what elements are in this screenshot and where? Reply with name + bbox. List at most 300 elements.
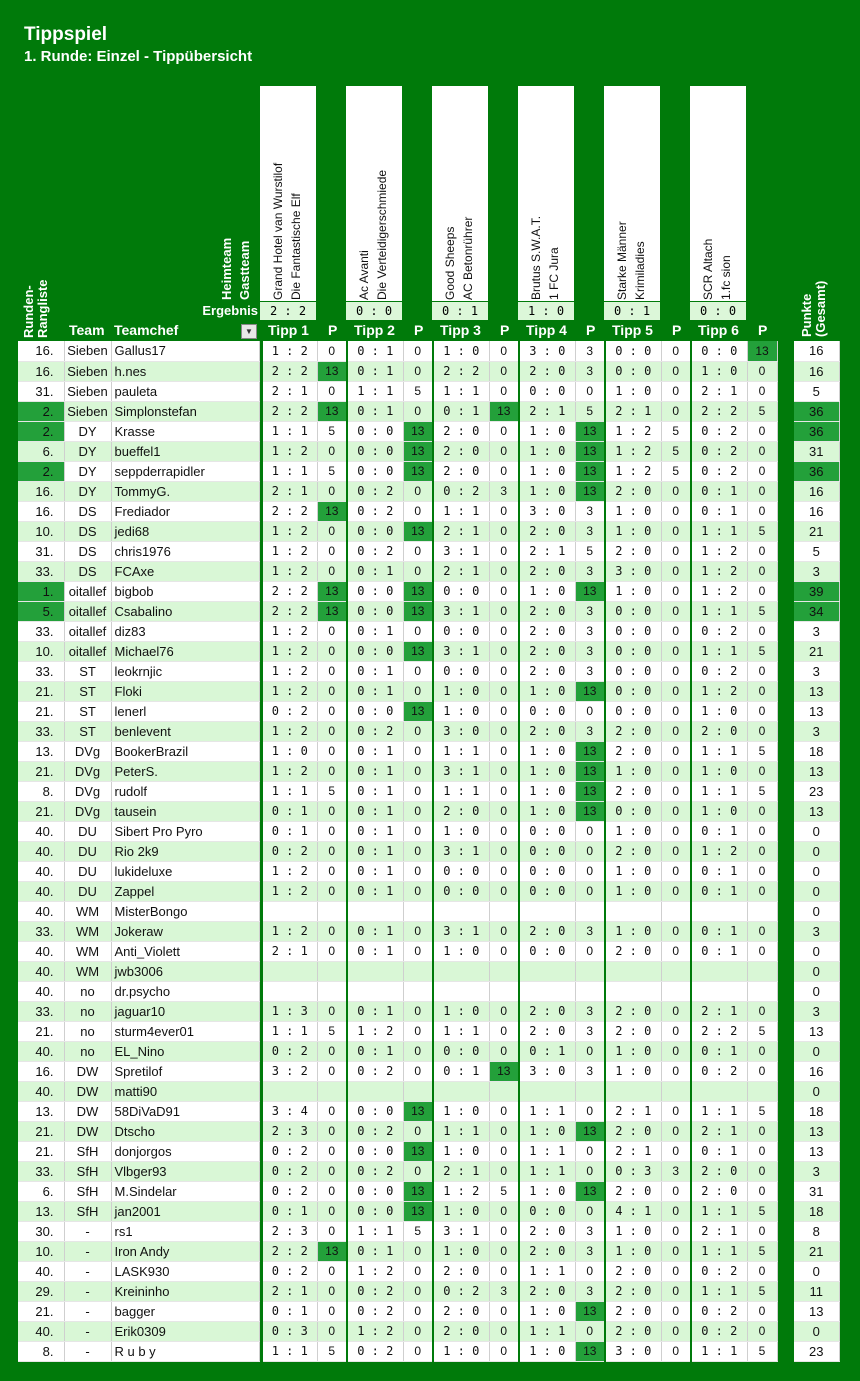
points-cell: 0 <box>317 541 347 561</box>
tipp-cell: 1 : 0 <box>605 381 661 401</box>
points-cell: 13 <box>489 401 519 421</box>
points-cell: 0 <box>661 1001 691 1021</box>
filter-dropdown-icon[interactable]: ▼ <box>241 324 257 339</box>
spacer-cell <box>777 1141 794 1161</box>
points-cell: 0 <box>403 821 433 841</box>
table-row <box>18 1081 839 1101</box>
teamchef-cell: Dtscho <box>111 1121 259 1141</box>
teamchef-cell: Frediador <box>111 501 259 521</box>
points-cell: 0 <box>317 441 347 461</box>
points-cell: 0 <box>403 741 433 761</box>
tipp-2-column-header: Tipp 2 <box>354 322 395 338</box>
points-cell: 13 <box>403 521 433 541</box>
tipp-cell <box>691 961 747 981</box>
total-points-cell: 21 <box>794 641 839 661</box>
points-cell: 0 <box>403 1061 433 1081</box>
tipp-cell: 2 : 0 <box>691 1181 747 1201</box>
team-cell: Sieben <box>64 401 111 421</box>
points-cell: 0 <box>489 701 519 721</box>
points-cell: 0 <box>489 1221 519 1241</box>
teamchef-cell: Csabalino <box>111 601 259 621</box>
points-cell <box>661 901 691 921</box>
points-cell: 0 <box>317 1281 347 1301</box>
team-cell: SfH <box>64 1161 111 1181</box>
tipp-cell: 1 : 0 <box>519 781 575 801</box>
points-cell: 0 <box>489 1301 519 1321</box>
points-cell: 5 <box>747 401 777 421</box>
points-cell: 0 <box>403 1241 433 1261</box>
points-cell: 5 <box>403 1221 433 1241</box>
teamchef-cell: Simplonstefan <box>111 401 259 421</box>
tipp-cell: 0 : 1 <box>263 1301 317 1321</box>
tipp-cell: 2 : 0 <box>519 521 575 541</box>
points-cell: 0 <box>661 821 691 841</box>
team-cell: Sieben <box>64 341 111 361</box>
table-row <box>18 961 839 981</box>
tipp-cell <box>347 981 403 1001</box>
tipp-cell: 2 : 1 <box>605 401 661 421</box>
points-cell: 5 <box>661 441 691 461</box>
spacer-cell <box>777 921 794 941</box>
total-points-cell: 16 <box>794 361 839 381</box>
points-cell: 0 <box>661 661 691 681</box>
heimteam-label: Heimteam <box>219 237 234 300</box>
tipp-cell: 0 : 0 <box>605 341 661 361</box>
tipp-cell: 3 : 0 <box>519 501 575 521</box>
rank-cell: 13. <box>18 1201 64 1221</box>
tipp-cell: 0 : 1 <box>347 881 403 901</box>
teamchef-cell: Spretilof <box>111 1061 259 1081</box>
spacer-cell <box>777 821 794 841</box>
tipp-cell: 2 : 0 <box>691 721 747 741</box>
tipp-cell: 1 : 1 <box>691 1341 747 1361</box>
team-cell: ST <box>64 661 111 681</box>
spacer-cell <box>777 761 794 781</box>
tipp-cell: 2 : 2 <box>263 1241 317 1261</box>
tipp-cell: 0 : 0 <box>519 941 575 961</box>
spacer-cell <box>777 1101 794 1121</box>
points-4-column-header: P <box>586 322 596 338</box>
tipp-cell: 0 : 1 <box>347 1001 403 1021</box>
tipp-cell: 1 : 2 <box>691 541 747 561</box>
total-points-cell: 0 <box>794 821 839 841</box>
tipp-cell: 0 : 2 <box>263 1181 317 1201</box>
points-cell: 0 <box>661 341 691 361</box>
tipp-cell: 0 : 1 <box>691 921 747 941</box>
points-cell: 0 <box>403 661 433 681</box>
total-points-cell: 18 <box>794 741 839 761</box>
total-points-cell: 0 <box>794 981 839 1001</box>
tipp-cell: 3 : 0 <box>433 721 489 741</box>
points-cell: 0 <box>317 1161 347 1181</box>
table-row <box>18 621 839 641</box>
points-cell: 0 <box>747 1041 777 1061</box>
points-cell: 0 <box>317 1061 347 1081</box>
rank-cell: 2. <box>18 421 64 441</box>
total-points-cell: 0 <box>794 901 839 921</box>
points-cell: 0 <box>747 1261 777 1281</box>
tipp-cell: 0 : 2 <box>263 1261 317 1281</box>
rank-cell: 40. <box>18 1041 64 1061</box>
points-cell <box>661 1081 691 1101</box>
tipp-cell: 0 : 0 <box>347 701 403 721</box>
rank-cell: 6. <box>18 1181 64 1201</box>
teamchef-column-header[interactable]: Teamchef <box>114 322 179 338</box>
tipp-cell: 0 : 0 <box>347 1181 403 1201</box>
points-cell: 0 <box>489 441 519 461</box>
tipp-cell: 2 : 1 <box>691 1221 747 1241</box>
total-points-cell: 3 <box>794 1001 839 1021</box>
points-cell: 5 <box>747 1021 777 1041</box>
points-cell: 0 <box>747 381 777 401</box>
team-cell: DW <box>64 1061 111 1081</box>
points-cell: 0 <box>403 941 433 961</box>
tipp-cell: 2 : 2 <box>263 601 317 621</box>
spacer-cell <box>777 481 794 501</box>
points-cell: 0 <box>661 1241 691 1261</box>
tipp-cell: 0 : 0 <box>433 1041 489 1061</box>
points-cell: 0 <box>747 861 777 881</box>
team-cell: DVg <box>64 741 111 761</box>
tipp-cell: 3 : 1 <box>433 921 489 941</box>
tipp-cell: 1 : 0 <box>519 461 575 481</box>
points-cell: 5 <box>747 1241 777 1261</box>
points-cell: 5 <box>661 421 691 441</box>
points-cell: 0 <box>575 1041 605 1061</box>
tipp-cell: 1 : 1 <box>519 1321 575 1341</box>
points-cell: 0 <box>661 701 691 721</box>
rank-cell: 6. <box>18 441 64 461</box>
spacer-cell <box>777 1261 794 1281</box>
points-cell: 0 <box>489 821 519 841</box>
punkte-gesamt-header: Punkte (Gesamt) <box>799 280 828 337</box>
spacer-cell <box>777 381 794 401</box>
points-cell: 0 <box>661 1281 691 1301</box>
tipp-cell: 1 : 2 <box>605 461 661 481</box>
points-cell <box>747 961 777 981</box>
table-row <box>18 821 839 841</box>
tipp-cell: 1 : 1 <box>691 1101 747 1121</box>
spacer-cell <box>777 1181 794 1201</box>
spacer-cell <box>777 861 794 881</box>
teamchef-cell: jwb3006 <box>111 961 259 981</box>
tipp-cell: 1 : 1 <box>691 1241 747 1261</box>
tipp-cell: 0 : 2 <box>347 541 403 561</box>
tipp-cell: 3 : 1 <box>433 601 489 621</box>
points-cell: 5 <box>575 541 605 561</box>
team-cell: WM <box>64 901 111 921</box>
points-cell: 0 <box>489 741 519 761</box>
total-points-cell: 18 <box>794 1101 839 1121</box>
game-2-home-team: Ac Avanti <box>357 250 371 300</box>
points-cell: 0 <box>661 881 691 901</box>
points-cell: 0 <box>403 561 433 581</box>
total-points-cell: 3 <box>794 661 839 681</box>
teamchef-cell: MisterBongo <box>111 901 259 921</box>
total-points-cell: 16 <box>794 1061 839 1081</box>
rank-cell: 21. <box>18 1121 64 1141</box>
tipp-cell: 1 : 0 <box>605 1041 661 1061</box>
table-row <box>18 401 839 421</box>
tipp-cell: 2 : 0 <box>519 641 575 661</box>
table-row <box>18 1021 839 1041</box>
tipp-cell: 2 : 2 <box>263 581 317 601</box>
tipp-cell: 1 : 0 <box>433 821 489 841</box>
total-points-cell: 16 <box>794 501 839 521</box>
rank-cell: 21. <box>18 701 64 721</box>
points-cell: 0 <box>747 661 777 681</box>
tipp-cell: 0 : 1 <box>347 781 403 801</box>
points-cell: 0 <box>661 1341 691 1361</box>
table-row <box>18 941 839 961</box>
team-cell: DU <box>64 881 111 901</box>
game-2-result: 0 : 0 <box>346 302 402 320</box>
points-cell: 0 <box>489 341 519 361</box>
spacer-cell <box>777 801 794 821</box>
spacer-cell <box>777 421 794 441</box>
tipp-cell: 1 : 0 <box>605 1061 661 1081</box>
points-cell: 13 <box>575 421 605 441</box>
tipp-cell: 1 : 2 <box>263 661 317 681</box>
tipp-cell: 2 : 0 <box>519 661 575 681</box>
rank-cell: 33. <box>18 621 64 641</box>
rank-cell: 33. <box>18 661 64 681</box>
total-points-cell: 16 <box>794 341 839 361</box>
points-cell: 0 <box>661 561 691 581</box>
points-cell: 0 <box>317 1181 347 1201</box>
points-cell: 0 <box>317 621 347 641</box>
teamchef-cell: matti90 <box>111 1081 259 1101</box>
tipp-cell: 2 : 0 <box>605 1301 661 1321</box>
teamchef-cell: h.nes <box>111 361 259 381</box>
team-cell: DY <box>64 461 111 481</box>
points-cell: 3 <box>575 1221 605 1241</box>
teamchef-cell: PeterS. <box>111 761 259 781</box>
tipp-cell: 2 : 1 <box>263 381 317 401</box>
points-cell <box>575 981 605 1001</box>
rank-cell: 40. <box>18 981 64 1001</box>
teamchef-cell: EL_Nino <box>111 1041 259 1061</box>
points-cell: 0 <box>317 861 347 881</box>
teamchef-cell: Rio 2k9 <box>111 841 259 861</box>
points-cell: 13 <box>575 741 605 761</box>
tipp-cell: 0 : 1 <box>433 401 489 421</box>
tipp-cell: 0 : 2 <box>691 441 747 461</box>
points-cell: 13 <box>575 481 605 501</box>
tipp-cell: 3 : 1 <box>433 1221 489 1241</box>
spacer-cell <box>777 1041 794 1061</box>
tipp-cell <box>519 961 575 981</box>
points-cell: 0 <box>489 601 519 621</box>
tipp-cell: 2 : 0 <box>519 1241 575 1261</box>
tipp-cell: 1 : 0 <box>519 681 575 701</box>
team-cell: SfH <box>64 1181 111 1201</box>
points-cell: 0 <box>403 1021 433 1041</box>
tipp-cell: 2 : 0 <box>691 1161 747 1181</box>
points-cell: 0 <box>575 821 605 841</box>
tipp-cell: 0 : 2 <box>433 481 489 501</box>
points-cell <box>489 961 519 981</box>
points-cell: 0 <box>747 461 777 481</box>
tipp-cell: 1 : 0 <box>605 1241 661 1261</box>
points-cell: 0 <box>747 1141 777 1161</box>
team-cell: - <box>64 1321 111 1341</box>
points-cell: 0 <box>317 1321 347 1341</box>
tipp-cell: 0 : 0 <box>605 601 661 621</box>
game-4-away-team: 1 FC Jura <box>547 247 561 300</box>
points-cell: 0 <box>661 921 691 941</box>
points-cell: 13 <box>575 441 605 461</box>
tipp-cell: 2 : 0 <box>519 1281 575 1301</box>
tipp-cell: 1 : 1 <box>433 1121 489 1141</box>
ergebnis-label: Ergebnis <box>202 303 258 318</box>
tipp-cell: 0 : 1 <box>263 821 317 841</box>
table-row <box>18 481 839 501</box>
tipp-cell: 1 : 0 <box>691 761 747 781</box>
teamchef-cell: rs1 <box>111 1221 259 1241</box>
teamchef-cell: R u b y <box>111 1341 259 1361</box>
tipp-cell: 1 : 0 <box>519 481 575 501</box>
points-cell: 0 <box>489 1021 519 1041</box>
tipp-cell: 1 : 0 <box>605 861 661 881</box>
tipp-cell: 0 : 2 <box>691 421 747 441</box>
points-cell: 0 <box>489 1241 519 1261</box>
tipp-cell: 0 : 2 <box>691 1061 747 1081</box>
page-subtitle: 1. Runde: Einzel - Tippübersicht <box>24 48 253 65</box>
points-cell: 0 <box>489 1201 519 1221</box>
tipp-cell: 2 : 0 <box>605 1281 661 1301</box>
points-cell: 0 <box>747 1321 777 1341</box>
rank-cell: 40. <box>18 841 64 861</box>
tipp-cell: 1 : 1 <box>433 501 489 521</box>
table-row <box>18 881 839 901</box>
points-cell: 0 <box>661 1121 691 1141</box>
points-cell <box>747 981 777 1001</box>
points-cell: 0 <box>747 621 777 641</box>
tipp-cell: 2 : 3 <box>263 1121 317 1141</box>
points-cell: 0 <box>317 721 347 741</box>
points-cell: 0 <box>661 621 691 641</box>
total-points-cell: 3 <box>794 921 839 941</box>
rank-cell: 16. <box>18 341 64 361</box>
points-cell: 0 <box>661 1021 691 1041</box>
teamchef-cell: bagger <box>111 1301 259 1321</box>
tipp-cell: 0 : 2 <box>347 1061 403 1081</box>
spacer-cell <box>777 541 794 561</box>
points-cell: 5 <box>489 1181 519 1201</box>
points-cell: 0 <box>661 781 691 801</box>
teamchef-cell: Anti_Violett <box>111 941 259 961</box>
team-cell: ST <box>64 681 111 701</box>
game-4-header <box>518 86 574 301</box>
points-cell: 0 <box>575 701 605 721</box>
teamchef-cell: Jokeraw <box>111 921 259 941</box>
points-cell <box>575 901 605 921</box>
table-row <box>18 421 839 441</box>
tipp-cell: 1 : 1 <box>347 1221 403 1241</box>
table-row <box>18 341 839 361</box>
tipp-cell: 0 : 0 <box>347 461 403 481</box>
spacer-cell <box>777 701 794 721</box>
tipp-cell: 0 : 1 <box>347 341 403 361</box>
points-cell: 13 <box>317 581 347 601</box>
tipp-cell: 3 : 0 <box>605 1341 661 1361</box>
points-cell: 5 <box>317 421 347 441</box>
table-row <box>18 721 839 741</box>
tipp-cell <box>433 901 489 921</box>
points-cell: 13 <box>317 401 347 421</box>
points-cell <box>661 961 691 981</box>
tipp-cell: 0 : 0 <box>347 1101 403 1121</box>
tipp-cell: 2 : 0 <box>519 561 575 581</box>
points-cell: 0 <box>403 861 433 881</box>
tipp-cell: 0 : 2 <box>347 481 403 501</box>
table-row <box>18 981 839 1001</box>
points-cell: 13 <box>575 781 605 801</box>
spacer-cell <box>777 1061 794 1081</box>
total-points-cell: 3 <box>794 561 839 581</box>
spacer-cell <box>777 781 794 801</box>
points-cell: 0 <box>661 721 691 741</box>
points-cell: 0 <box>575 1161 605 1181</box>
rank-cell: 10. <box>18 1241 64 1261</box>
tipp-cell <box>433 981 489 1001</box>
points-6-column-header: P <box>758 322 768 338</box>
points-cell: 0 <box>489 381 519 401</box>
points-cell <box>403 1081 433 1101</box>
teamchef-cell: LASK930 <box>111 1261 259 1281</box>
total-points-cell: 11 <box>794 1281 839 1301</box>
points-cell: 0 <box>747 501 777 521</box>
points-cell: 0 <box>489 941 519 961</box>
points-cell: 0 <box>747 1121 777 1141</box>
points-cell: 0 <box>747 541 777 561</box>
tipp-cell: 0 : 1 <box>691 1141 747 1161</box>
table-row <box>18 1341 839 1361</box>
points-cell: 0 <box>403 1321 433 1341</box>
tipp-cell: 0 : 0 <box>605 661 661 681</box>
tipp-cell: 0 : 2 <box>263 841 317 861</box>
tipp-cell: 1 : 1 <box>519 1141 575 1161</box>
points-cell: 13 <box>575 461 605 481</box>
spacer-cell <box>777 501 794 521</box>
teamchef-cell: lenerl <box>111 701 259 721</box>
points-cell: 0 <box>661 1181 691 1201</box>
tipp-cell: 0 : 1 <box>347 861 403 881</box>
points-cell: 0 <box>317 941 347 961</box>
points-cell: 0 <box>317 1121 347 1141</box>
team-cell: ST <box>64 701 111 721</box>
points-cell: 0 <box>661 841 691 861</box>
points-cell: 5 <box>317 461 347 481</box>
tipp-cell: 1 : 1 <box>433 781 489 801</box>
table-row <box>18 561 839 581</box>
points-cell: 0 <box>403 1261 433 1281</box>
points-cell: 0 <box>317 521 347 541</box>
points-cell: 0 <box>661 1101 691 1121</box>
tipp-cell: 2 : 0 <box>519 1221 575 1241</box>
tipp-cell: 3 : 0 <box>519 1061 575 1081</box>
game-5-result: 0 : 1 <box>604 302 660 320</box>
points-cell <box>489 981 519 1001</box>
points-3-column-header: P <box>500 322 510 338</box>
points-cell: 0 <box>747 821 777 841</box>
rank-cell: 40. <box>18 821 64 841</box>
tipp-cell: 1 : 2 <box>691 561 747 581</box>
tipp-cell: 1 : 0 <box>433 1201 489 1221</box>
rank-cell: 16. <box>18 361 64 381</box>
game-2-header <box>346 86 402 301</box>
